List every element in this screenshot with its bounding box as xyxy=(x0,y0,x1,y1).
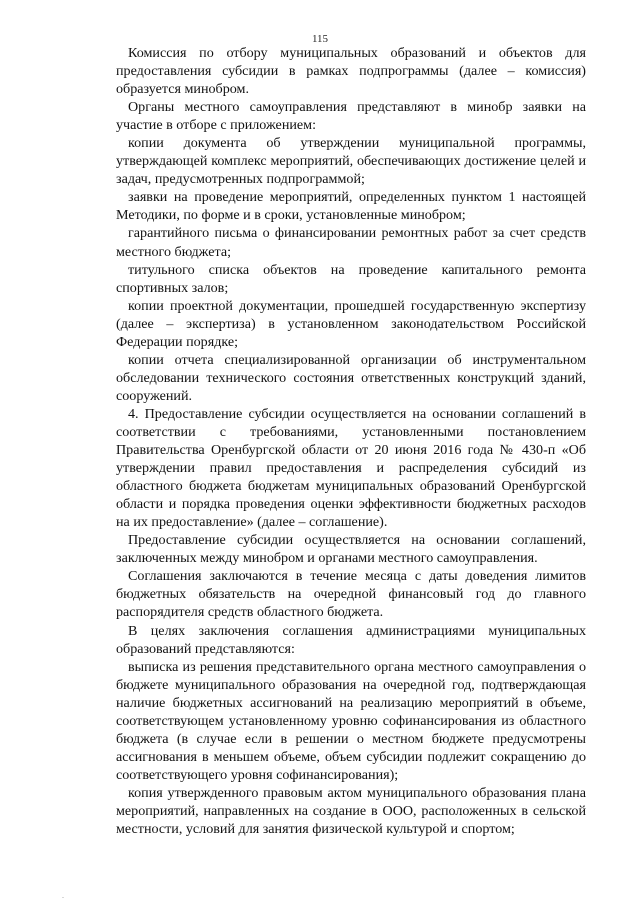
page-number: 115 xyxy=(311,33,329,45)
list-item-action-plan: копия утвержденного правовым актом муниципального образования плана мероприятий, направленных на создание в ООО, расположенных в сельской местности, условий для занятия физической культурой и спортом; xyxy=(116,784,586,838)
paragraph-applications: Органы местного самоуправления представляют в минобр заявки на участие в отборе с приложением: xyxy=(116,99,586,134)
paragraph-agreements-term: Соглашения заключаются в течение месяца с даты доведения лимитов бюджетных обязательств на очередной финансовый год до главного распорядителя средств областного бюджета. xyxy=(116,568,586,621)
list-item-guarantee-letter: гарантийного письма о финансировании ремонтных работ за счет средств местного бюджета; xyxy=(116,225,586,260)
paragraph-agreements-basis: Предоставление субсидии осуществляется на основании соглашений, заключенных между минобром и органами местного самоуправления. xyxy=(116,532,586,567)
paragraph-required-documents: В целях заключения соглашения администрациями муниципальных образований представляются: xyxy=(116,622,586,657)
list-item-inspection-report: копии отчета специализированной организации об инструментальном обследовании технического состояния ответственных конструкций зданий, сооружений. xyxy=(116,351,586,404)
list-item-title-list: титульного списка объектов на проведение капитального ремонта спортивных залов; xyxy=(116,261,586,296)
list-item-budget-extract: выписка из решения представительного органа местного самоуправления о бюджете муниципального образования на очередной год, подтверждающая наличие бюджетных ассигнований на реализацию мероприятий в объеме, соответствующем установленному уровню софинансирования из областного бюджета (в случае если в решении о местном бюджете предусмотрены ассигнования в меньшем объеме, объем субсидии подлежит сокращению до соответствующего уровня софинансирования); xyxy=(116,658,586,783)
document-body xyxy=(116,44,586,838)
paragraph-section-4: 4. Предоставление субсидии осуществляется на основании соглашений в соответствии с требованиями, установленными постановлением Правительства Оренбургской области от 20 июня 2016 года № 430-п «Об утверждении правил предоставления и распределения субсидий из областного бюджета бюджетам муниципальных образований Оренбургской области и порядка проведения оценки эффективности бюджетных расходов на их предоставление» (далее – соглашение). xyxy=(116,405,586,531)
scan-mark: . xyxy=(62,891,64,900)
list-item-program-copy: копии документа об утверждении муниципальной программы, утверждающей комплекс мероприятий, обеспечивающих достижение целей и задач, предусмотренных подпрограммой; xyxy=(116,135,586,188)
paragraph-commission: Комиссия по отбору муниципальных образований и объектов для предоставления субсидии в рамках подпрограммы (далее – комиссия) образуется минобром. xyxy=(116,45,586,98)
list-item-project-documentation: копии проектной документации, прошедшей государственную экспертизу (далее – экспертиза) в установленном законодательством Российской Федерации порядке; xyxy=(116,297,586,350)
list-item-applications: заявки на проведение мероприятий, определенных пунктом 1 настоящей Методики, по форме и в сроки, установленные минобром; xyxy=(116,189,586,224)
